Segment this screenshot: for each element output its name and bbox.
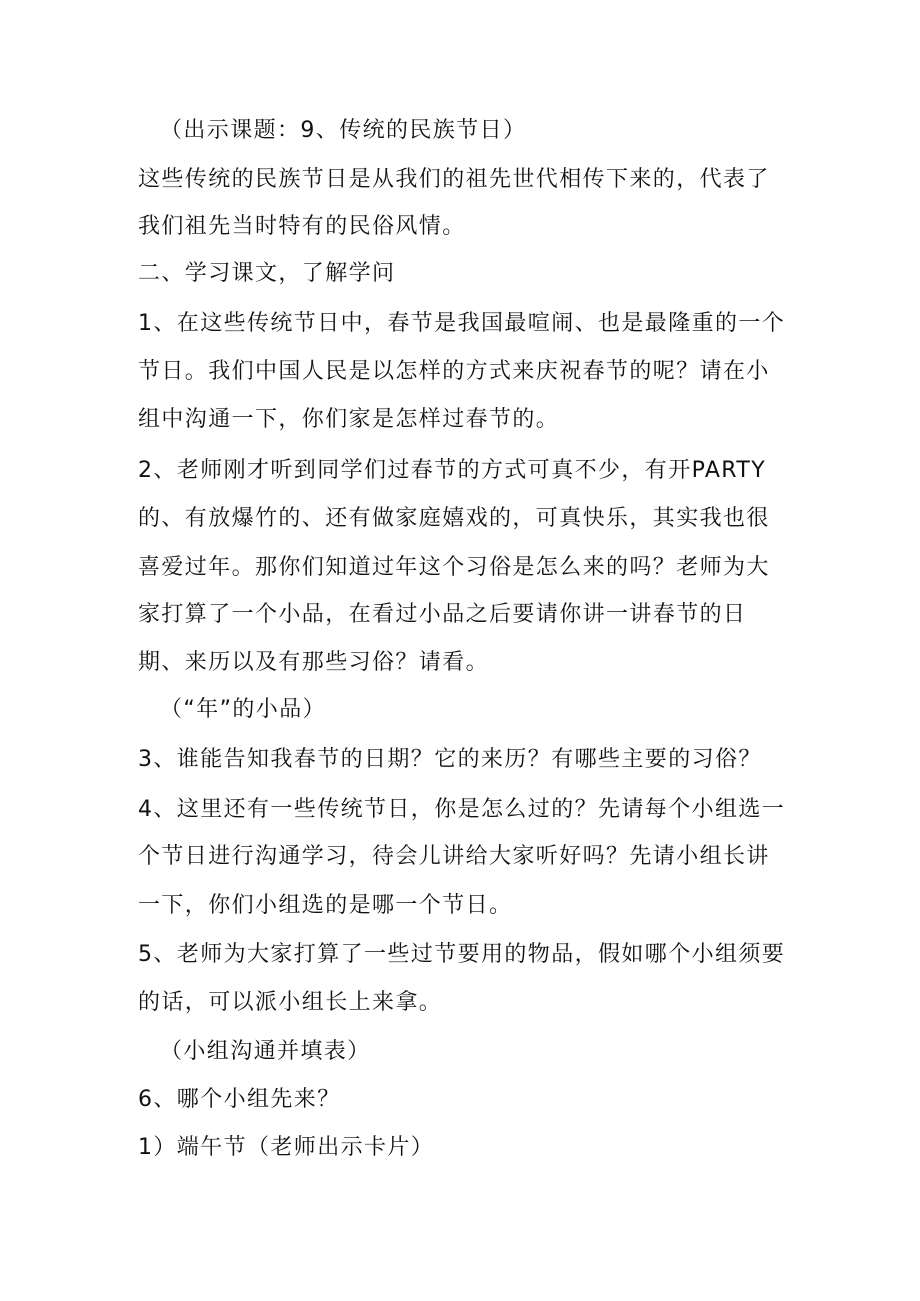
- paragraph-line: 4、这里还有一些传统节日，你是怎么过的？先请每个小组选一: [138, 797, 786, 822]
- paragraph-line: 的话，可以派小组长上来拿。: [138, 990, 443, 1015]
- group-activity-note: （小组沟通并填表）: [160, 1039, 371, 1064]
- paragraph-line: 1）端午节（老师出示卡片）: [138, 1135, 435, 1160]
- paragraph-line: 我们祖先当时特有的民俗风情。: [138, 214, 466, 239]
- lesson-title-note: （出示课题：9、传统的民族节日）: [160, 118, 527, 143]
- paragraph-line: 这些传统的民族节日是从我们的祖先世代相传下来的，代表了: [138, 167, 770, 192]
- paragraph-line: 的、有放爆竹的、还有做家庭嬉戏的，可真快乐，其实我也很: [138, 506, 770, 531]
- paragraph-line: 2、老师刚才听到同学们过春节的方式可真不少，有开PARTY: [138, 458, 767, 483]
- paragraph-line: 个节日进行沟通学习，待会儿讲给大家听好吗？先请小组长讲: [138, 844, 770, 869]
- paragraph-line: 6、哪个小组先来？: [138, 1087, 341, 1112]
- paragraph-line: 期、来历以及有那些习俗？请看。: [138, 650, 490, 675]
- paragraph-line: 3、谁能告知我春节的日期？它的来历？有哪些主要的习俗？: [138, 747, 762, 772]
- paragraph-line: 喜爱过年。那你们知道过年这个习俗是怎么来的吗？老师为大: [138, 555, 770, 580]
- paragraph-line: 1、在这些传统节日中，春节是我国最喧闹、也是最隆重的一个: [138, 311, 786, 336]
- skit-note: （“年”的小品）: [160, 697, 326, 722]
- paragraph-line: 组中沟通一下，你们家是怎样过春节的。: [138, 407, 560, 432]
- paragraph-line: 节日。我们中国人民是以怎样的方式来庆祝春节的呢？请在小: [138, 359, 770, 384]
- paragraph-line: 5、老师为大家打算了一些过节要用的物品，假如哪个小组须要: [138, 942, 786, 967]
- paragraph-line: 一下，你们小组选的是哪一个节日。: [138, 893, 513, 918]
- paragraph-line: 家打算了一个小品，在看过小品之后要请你讲一讲春节的日: [138, 602, 747, 627]
- section-heading: 二、学习课文，了解学问: [138, 261, 396, 286]
